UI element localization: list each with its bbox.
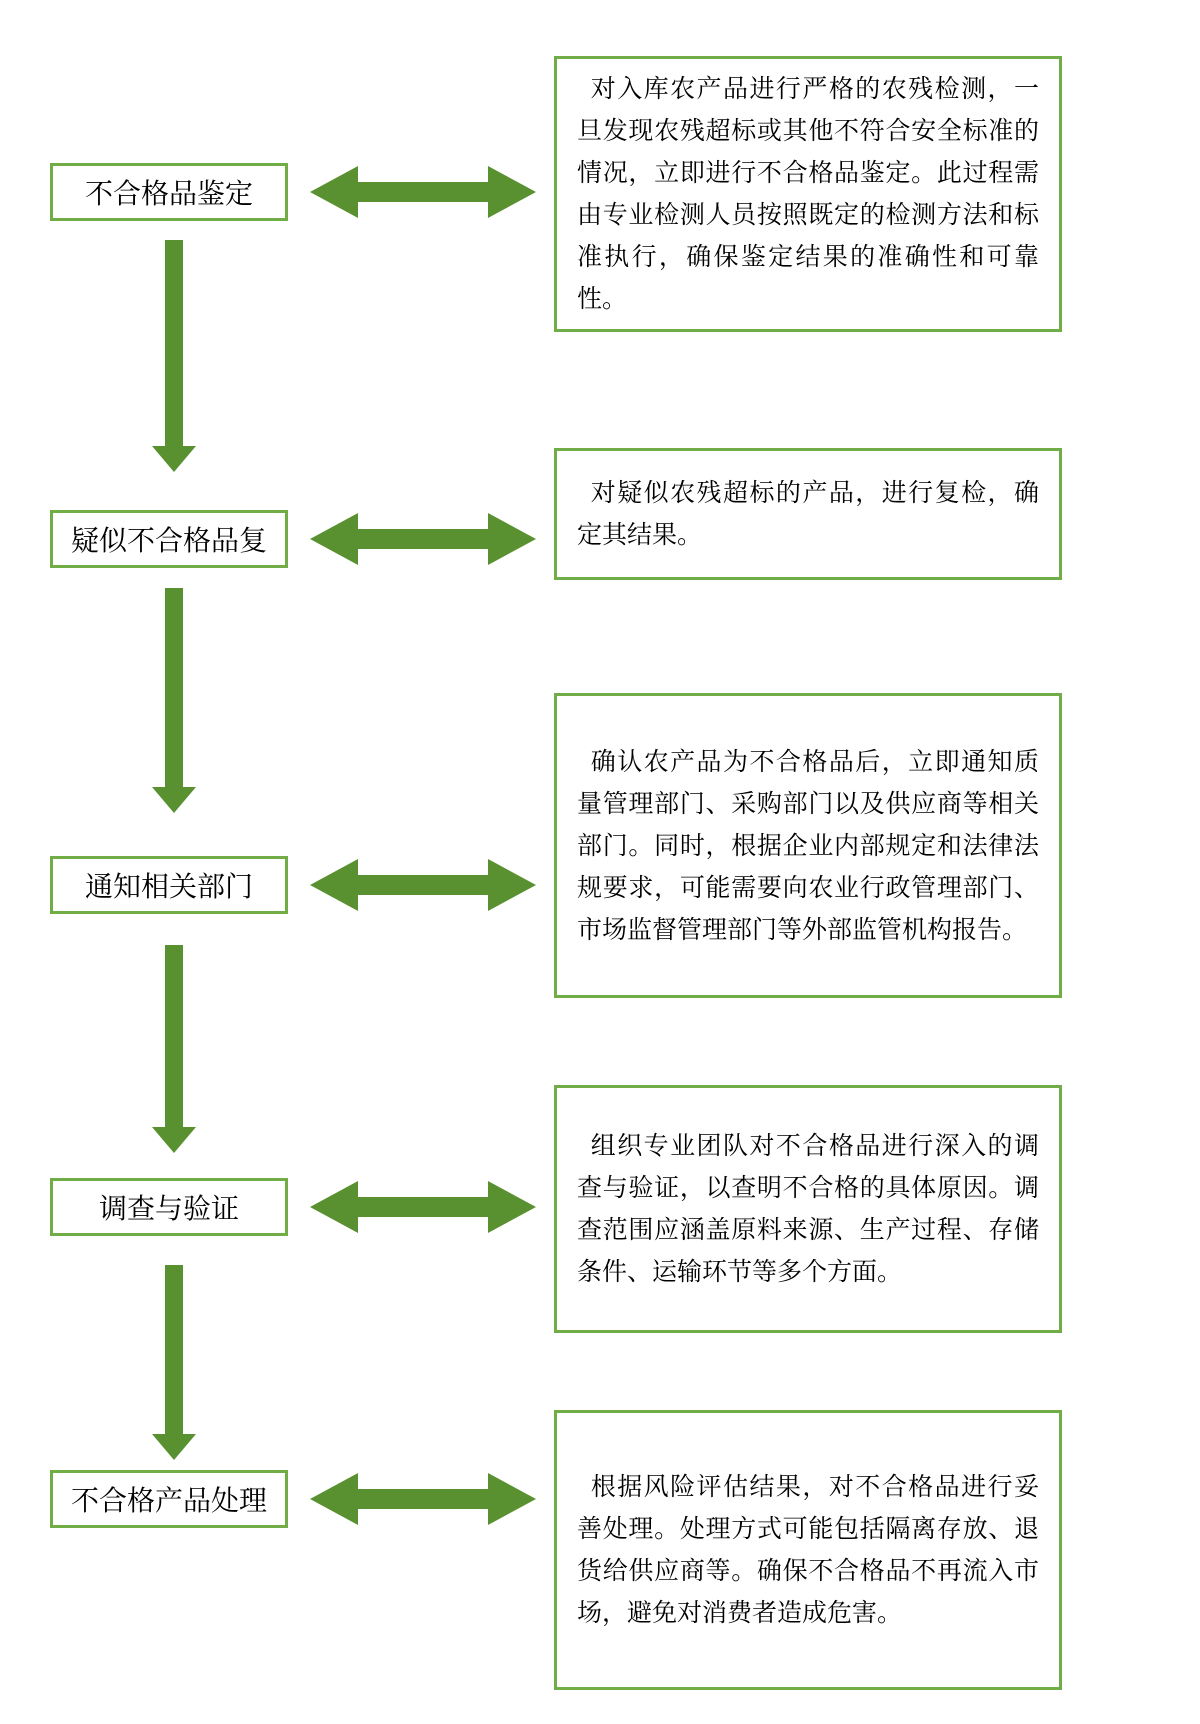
step-box-investigation [50,1178,288,1236]
arrowhead-left [310,859,358,911]
arrow-shaft [165,1265,183,1436]
step-label: 不合格产品处理 [70,1485,267,1516]
down-arrow-icon [152,588,196,813]
arrow-shaft [352,1197,494,1217]
double-arrow-icon [310,1181,536,1233]
double-arrow-icon [310,859,536,911]
arrowhead-down [152,787,196,813]
description-text: 组织专业团队对不合格品进行深入的调查与验证，以查明不合格的具体原因。调查范围应涵盖原料来源、生产过程、存储条件、运输环节等多个方面。 [577,1132,1039,1286]
arrowhead-left [310,1181,358,1233]
arrow-shaft [352,875,494,895]
arrow-shaft [352,1489,494,1509]
down-arrow-icon [152,945,196,1153]
step-label: 通知相关部门 [84,871,253,902]
step-label: 疑似不合格品复 [70,525,267,556]
description-text: 确认农产品为不合格品后，立即通知质量管理部门、采购部门以及供应商等相关部门。同时，根据企业内部规定和法律法规要求，可能需要向农业行政管理部门、市场监督管理部门等外部监管机构报告。 [577,747,1039,944]
arrow-shaft [165,588,183,789]
arrowhead-right [488,1181,536,1233]
arrowhead-right [488,1473,536,1525]
arrowhead-down [152,446,196,472]
description-box-identification [554,56,1062,332]
arrowhead-right [488,166,536,218]
step-box-disposal [50,1470,288,1528]
description-box-disposal [554,1410,1062,1690]
arrowhead-down [152,1434,196,1460]
arrow-shaft [352,529,494,549]
double-arrow-icon [310,513,536,565]
arrowhead-left [310,166,358,218]
step-box-recheck [50,510,288,568]
down-arrow-icon [152,1265,196,1460]
step-box-notify [50,856,288,914]
arrowhead-right [488,859,536,911]
arrowhead-left [310,513,358,565]
down-arrow-icon [152,240,196,472]
step-label: 调查与验证 [98,1193,239,1224]
arrow-shaft [352,182,494,202]
description-text: 对入库农产品进行严格的农残检测，一旦发现农残超标或其他不符合安全标准的情况，立即进行不合格品鉴定。此过程需由专业检测人员按照既定的检测方法和标准执行，确保鉴定结果的准确性和可靠性。 [577,75,1039,313]
arrowhead-left [310,1473,358,1525]
arrow-shaft [165,240,183,448]
step-label: 不合格品鉴定 [84,178,253,209]
arrowhead-right [488,513,536,565]
description-box-recheck [554,448,1062,580]
description-box-investigation [554,1085,1062,1333]
description-box-notify [554,693,1062,998]
step-box-identification [50,163,288,221]
arrowhead-down [152,1127,196,1153]
arrow-shaft [165,945,183,1129]
description-text: 根据风险评估结果，对不合格品进行妥善处理。处理方式可能包括隔离存放、退货给供应商等。确保不合格品不再流入市场，避免对消费者造成危害。 [577,1473,1039,1627]
double-arrow-icon [310,166,536,218]
description-text: 对疑似农残超标的产品，进行复检，确定其结果。 [577,479,1039,549]
double-arrow-icon [310,1473,536,1525]
